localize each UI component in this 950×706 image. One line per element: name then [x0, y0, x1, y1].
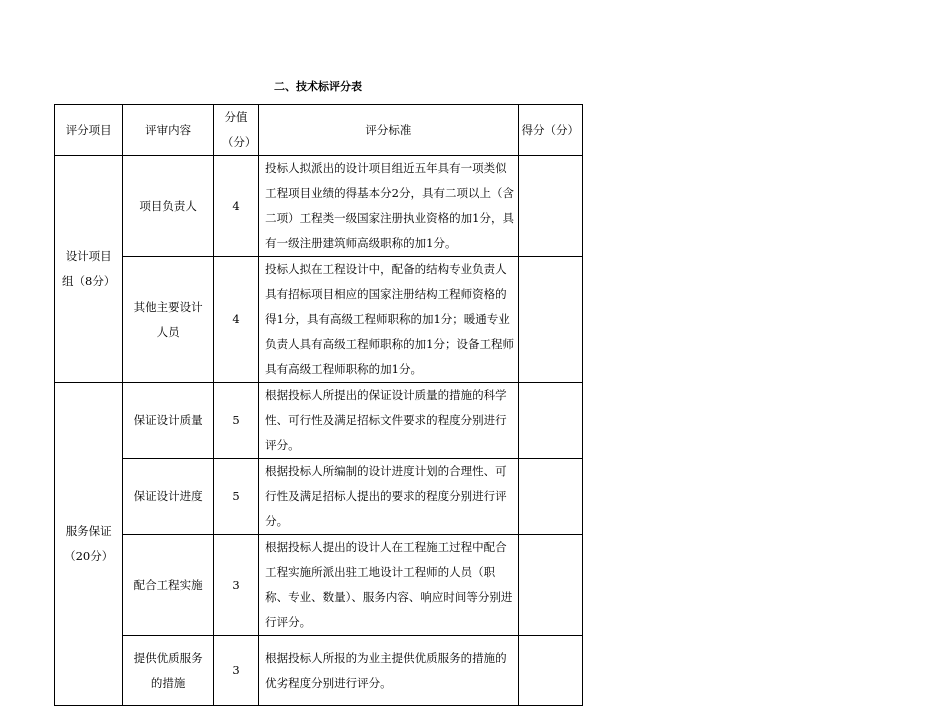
group-cell-service-guarantee: 服务保证（20分）: [55, 383, 123, 706]
header-content: 评审内容: [123, 105, 214, 156]
value-cell: 5: [213, 383, 258, 459]
content-cell: 项目负责人: [123, 156, 214, 257]
criteria-cell: 根据投标人所提出的保证设计质量的措施的科学性、可行性及满足招标文件要求的程度分别进行评分。: [259, 383, 518, 459]
value-cell: 3: [213, 535, 258, 636]
table-row: [55, 636, 583, 706]
criteria-cell: 根据投标人所编制的设计进度计划的合理性、可行性及满足招标人提出的要求的程度分别进行评分。: [259, 459, 518, 535]
group-cell-design-team: 设计项目组（8分）: [55, 156, 123, 383]
value-cell: 4: [213, 257, 258, 383]
criteria-cell: 根据投标人提出的设计人在工程施工过程中配合工程实施所派出驻工地设计工程师的人员（职称、专业、数量）、服务内容、响应时间等分别进行评分。: [259, 535, 518, 636]
header-item: 评分项目: [55, 105, 123, 156]
score-cell[interactable]: [518, 459, 582, 535]
criteria-cell: 根据投标人所报的为业主提供优质服务的措施的优劣程度分别进行评分。: [259, 636, 518, 706]
score-cell[interactable]: [518, 156, 582, 257]
score-cell[interactable]: [518, 636, 582, 706]
table-row: [55, 535, 583, 636]
score-cell[interactable]: [518, 535, 582, 636]
header-criteria: 评分标准: [259, 105, 518, 156]
document-title: 二、技术标评分表: [274, 80, 362, 93]
table-row: [55, 459, 583, 535]
content-cell: 其他主要设计人员: [123, 257, 214, 383]
content-cell: 配合工程实施: [123, 535, 214, 636]
value-cell: 3: [213, 636, 258, 706]
table-row: [55, 383, 583, 459]
score-cell[interactable]: [518, 383, 582, 459]
criteria-cell: 投标人拟在工程设计中，配备的结构专业负责人具有招标项目相应的国家注册结构工程师资格的得1分，具有高级工程师职称的加1分；暖通专业负责人具有高级工程师职称的加1分；设备工程师具有高级工程师职称的加1分。: [259, 257, 518, 383]
criteria-cell: 投标人拟派出的设计项目组近五年具有一项类似工程项目业绩的得基本分2分，具有二项以上（含二项）工程类一级国家注册执业资格的加1分，具有一级注册建筑师高级职称的加1分。: [259, 156, 518, 257]
table-header-row: [55, 105, 583, 156]
table-row: [55, 257, 583, 383]
score-cell[interactable]: [518, 257, 582, 383]
table-row: [55, 156, 583, 257]
value-cell: 5: [213, 459, 258, 535]
technical-score-table: [54, 104, 583, 706]
content-cell: 保证设计质量: [123, 383, 214, 459]
value-cell: 4: [213, 156, 258, 257]
content-cell: 提供优质服务的措施: [123, 636, 214, 706]
header-value: 分值（分）: [213, 105, 258, 156]
header-score: 得分（分）: [518, 105, 582, 156]
content-cell: 保证设计进度: [123, 459, 214, 535]
